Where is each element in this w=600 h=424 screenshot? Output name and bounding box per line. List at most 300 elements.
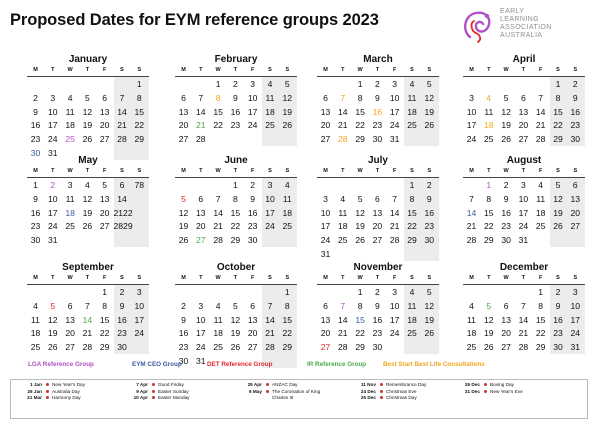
day-cell[interactable]: 2	[33, 92, 38, 103]
day-cell[interactable]: 2	[50, 180, 56, 190]
day-cell[interactable]: 10	[570, 300, 581, 311]
day-cell[interactable]: 28	[213, 235, 223, 246]
day-cell[interactable]: 7	[215, 193, 221, 204]
day-cell[interactable]: 13	[178, 106, 189, 117]
day-cell[interactable]: 26	[48, 342, 58, 353]
day-cell[interactable]: 3	[67, 180, 73, 190]
day-cell[interactable]: 16	[553, 314, 563, 325]
day-cell[interactable]: 19	[282, 106, 293, 117]
day-cell[interactable]: 8	[357, 300, 363, 311]
day-cell[interactable]: 23	[30, 221, 41, 232]
day-cell[interactable]: 15	[484, 207, 494, 218]
day-cell[interactable]: 7	[198, 92, 204, 103]
day-cell[interactable]: 11	[31, 314, 40, 325]
day-cell[interactable]: 8	[136, 92, 142, 103]
day-cell[interactable]: 1	[233, 180, 238, 190]
day-cell[interactable]: 18	[213, 328, 223, 339]
day-cell[interactable]: 11	[338, 207, 348, 218]
day-cell[interactable]: 6	[181, 92, 186, 103]
day-cell[interactable]: 2	[375, 287, 380, 297]
day-cell[interactable]: 20	[501, 328, 511, 339]
day-cell[interactable]: 10	[265, 193, 275, 204]
day-cell[interactable]: 5	[486, 300, 492, 311]
day-cell[interactable]: 25	[484, 134, 494, 145]
day-cell[interactable]: 25	[535, 221, 546, 232]
day-cell[interactable]: 7	[340, 92, 346, 103]
day-cell[interactable]: 1	[136, 79, 142, 89]
day-cell[interactable]: 14	[82, 314, 93, 325]
day-cell[interactable]: 26	[424, 328, 435, 339]
day-cell[interactable]: 3	[198, 300, 204, 311]
day-cell[interactable]: 20	[65, 328, 75, 339]
day-cell[interactable]: 20	[320, 120, 331, 131]
day-cell[interactable]: 14	[196, 106, 206, 117]
day-cell[interactable]: 27	[320, 134, 331, 145]
day-cell[interactable]: 17	[48, 120, 58, 131]
day-cell[interactable]: 3	[323, 193, 328, 204]
day-cell[interactable]: 9	[503, 193, 509, 204]
day-cell[interactable]: 15	[230, 207, 241, 218]
day-cell[interactable]: 10	[518, 193, 529, 204]
day-cell[interactable]: 22	[553, 120, 563, 131]
day-cell[interactable]: 31	[320, 249, 331, 259]
day-cell[interactable]: 11	[467, 314, 476, 325]
day-cell[interactable]: 31	[570, 342, 581, 353]
day-cell[interactable]: 23	[30, 134, 41, 145]
day-cell[interactable]: 14	[466, 207, 477, 218]
day-cell[interactable]: 10	[48, 193, 58, 204]
day-cell[interactable]: 1	[284, 287, 290, 297]
day-cell[interactable]: 14	[117, 193, 127, 204]
day-cell[interactable]: 28	[82, 342, 93, 353]
day-cell[interactable]: 17	[320, 221, 331, 232]
day-cell[interactable]: 13	[99, 106, 110, 117]
day-cell[interactable]: 15	[355, 106, 365, 117]
day-cell[interactable]: 4	[409, 287, 415, 297]
day-cell[interactable]: 28	[196, 134, 206, 145]
day-cell[interactable]: 4	[85, 180, 90, 190]
day-cell[interactable]: 20	[99, 207, 110, 218]
day-cell[interactable]: 8	[555, 92, 561, 103]
day-cell[interactable]: 13	[247, 314, 258, 325]
day-cell[interactable]: 12	[282, 92, 293, 103]
day-cell[interactable]: 13	[570, 193, 581, 204]
day-cell[interactable]: 29	[407, 235, 417, 246]
day-cell[interactable]: 1	[486, 180, 492, 190]
day-cell[interactable]: 12	[424, 300, 435, 311]
day-cell[interactable]: 15	[407, 207, 417, 218]
day-cell[interactable]: 11	[65, 193, 75, 204]
day-cell[interactable]: 17	[518, 207, 529, 218]
day-cell[interactable]: 9	[33, 106, 38, 117]
day-cell[interactable]: 14	[117, 106, 127, 117]
day-cell[interactable]: 25	[466, 342, 477, 353]
day-cell[interactable]: 11	[213, 314, 223, 325]
day-cell[interactable]: 1	[102, 287, 108, 297]
day-cell[interactable]: 16	[178, 328, 189, 339]
day-cell[interactable]: 21	[338, 120, 348, 131]
day-cell[interactable]: 14	[518, 314, 529, 325]
day-cell[interactable]: 23	[372, 328, 383, 339]
day-cell[interactable]: 11	[536, 193, 546, 204]
day-cell[interactable]: 7	[538, 92, 544, 103]
day-cell[interactable]: 10	[320, 207, 331, 218]
day-cell[interactable]: 5	[555, 180, 561, 190]
day-cell[interactable]: 24	[48, 221, 58, 232]
day-cell[interactable]: 13	[320, 106, 331, 117]
day-cell[interactable]: 18	[407, 314, 417, 325]
day-cell[interactable]: 11	[484, 106, 494, 117]
day-cell[interactable]: 25	[265, 120, 275, 131]
day-cell[interactable]: 4	[340, 193, 346, 204]
day-cell[interactable]: 22	[535, 328, 546, 339]
day-cell[interactable]: 2	[572, 79, 578, 89]
day-cell[interactable]: 28	[466, 235, 477, 246]
day-cell[interactable]: 22	[355, 120, 365, 131]
day-cell[interactable]: 14	[213, 207, 223, 218]
day-cell[interactable]: 18	[65, 207, 75, 218]
day-cell[interactable]: 6	[323, 92, 328, 103]
day-cell[interactable]: 5	[357, 193, 363, 204]
day-cell[interactable]: 27	[320, 342, 331, 353]
day-cell[interactable]: 5	[426, 287, 432, 297]
day-cell[interactable]: 12	[484, 314, 494, 325]
day-cell[interactable]: 4	[215, 300, 221, 311]
day-cell[interactable]: 8	[215, 92, 221, 103]
day-cell[interactable]: 3	[136, 287, 142, 297]
day-cell[interactable]: 13	[518, 106, 529, 117]
day-cell[interactable]: 2	[233, 79, 238, 89]
day-cell[interactable]: 23	[372, 120, 383, 131]
day-cell[interactable]: 16	[30, 120, 41, 131]
day-cell[interactable]: 22	[407, 221, 417, 232]
day-cell[interactable]: 23	[230, 120, 241, 131]
day-cell[interactable]: 2829	[113, 221, 133, 232]
day-cell[interactable]: 25	[213, 342, 223, 353]
day-cell[interactable]: 2	[119, 287, 125, 297]
day-cell[interactable]: 16	[372, 314, 383, 325]
day-cell[interactable]: 26	[424, 120, 435, 131]
day-cell[interactable]: 21	[82, 328, 93, 339]
day-cell[interactable]: 19	[424, 314, 435, 325]
day-cell[interactable]: 4	[284, 180, 290, 190]
day-cell[interactable]: 10	[389, 92, 400, 103]
day-cell[interactable]: 9	[119, 300, 125, 311]
day-cell[interactable]: 16	[570, 106, 581, 117]
day-cell[interactable]: 26	[355, 235, 365, 246]
day-cell[interactable]: 23	[501, 221, 511, 232]
day-cell[interactable]: 7	[521, 300, 526, 311]
day-cell[interactable]: 6	[198, 193, 204, 204]
day-cell[interactable]: 11	[65, 106, 75, 117]
day-cell[interactable]: 6	[250, 300, 256, 311]
day-cell[interactable]: 8	[486, 193, 492, 204]
day-cell[interactable]: 24	[518, 221, 529, 232]
day-cell[interactable]: 2	[426, 180, 432, 190]
day-cell[interactable]: 7	[267, 300, 273, 311]
day-cell[interactable]: 24	[466, 134, 477, 145]
day-cell[interactable]: 8	[538, 300, 544, 311]
day-cell[interactable]: 2	[250, 180, 256, 190]
day-cell[interactable]: 6	[102, 92, 108, 103]
day-cell[interactable]: 28	[117, 134, 127, 145]
day-cell[interactable]: 27	[247, 342, 258, 353]
day-cell[interactable]: 22	[484, 221, 494, 232]
day-cell[interactable]: 9	[572, 92, 578, 103]
day-cell[interactable]: 25	[65, 134, 75, 145]
day-cell[interactable]: 26	[501, 134, 511, 145]
day-cell[interactable]: 19	[355, 221, 365, 232]
day-cell[interactable]: 3	[572, 287, 578, 297]
day-cell[interactable]: 20	[372, 221, 383, 232]
day-cell[interactable]: 25	[65, 221, 75, 232]
day-cell[interactable]: 15	[355, 314, 365, 325]
day-cell[interactable]: 17	[389, 106, 400, 117]
day-cell[interactable]: 7	[469, 193, 474, 204]
day-cell[interactable]: 21	[518, 328, 529, 339]
day-cell[interactable]: 18	[466, 328, 477, 339]
day-cell[interactable]: 27	[501, 342, 511, 353]
day-cell[interactable]: 1	[409, 180, 415, 190]
day-cell[interactable]: 24	[389, 120, 400, 131]
day-cell[interactable]: 26	[484, 342, 494, 353]
day-cell[interactable]: 28	[518, 342, 529, 353]
day-cell[interactable]: 7	[85, 300, 90, 311]
day-cell[interactable]: 27	[372, 235, 383, 246]
day-cell[interactable]: 24	[247, 120, 258, 131]
day-cell[interactable]: 20	[570, 207, 581, 218]
day-cell[interactable]: 18	[338, 221, 348, 232]
day-cell[interactable]: 22	[99, 328, 110, 339]
day-cell[interactable]: 5	[50, 300, 56, 311]
day-cell[interactable]: 12	[178, 207, 189, 218]
day-cell[interactable]: 30	[30, 235, 41, 246]
day-cell[interactable]: 22	[355, 328, 365, 339]
day-cell[interactable]: 15	[134, 106, 145, 117]
day-cell[interactable]: 19	[48, 328, 58, 339]
day-cell[interactable]: 19	[484, 328, 494, 339]
day-cell[interactable]: 19	[82, 207, 93, 218]
day-cell[interactable]: 9	[375, 300, 380, 311]
day-cell[interactable]: 10	[48, 106, 58, 117]
day-cell[interactable]: 15	[553, 106, 563, 117]
day-cell[interactable]: 24	[134, 328, 145, 339]
day-cell[interactable]: 6	[521, 92, 526, 103]
day-cell[interactable]: 6	[572, 180, 578, 190]
day-cell[interactable]: 29	[230, 235, 241, 246]
day-cell[interactable]: 1	[555, 79, 561, 89]
day-cell[interactable]: 31	[196, 356, 206, 366]
day-cell[interactable]: 31	[389, 134, 400, 145]
day-cell[interactable]: 24	[570, 328, 581, 339]
day-cell[interactable]: 20	[99, 120, 110, 131]
day-cell[interactable]: 1	[357, 287, 363, 297]
day-cell[interactable]: 3	[250, 79, 256, 89]
day-cell[interactable]: 4	[486, 92, 492, 103]
day-cell[interactable]: 7	[119, 92, 125, 103]
day-cell[interactable]: 28	[338, 342, 348, 353]
day-cell[interactable]: 12	[553, 193, 563, 204]
day-cell[interactable]: 7	[340, 300, 346, 311]
day-cell[interactable]: 9	[555, 300, 561, 311]
day-cell[interactable]: 17	[466, 120, 477, 131]
day-cell[interactable]: 1	[357, 79, 363, 89]
day-cell[interactable]: 11	[407, 92, 417, 103]
day-cell[interactable]: 18	[535, 207, 546, 218]
day-cell[interactable]: 18	[484, 120, 494, 131]
day-cell[interactable]: 27	[196, 235, 206, 246]
day-cell[interactable]: 18	[30, 328, 41, 339]
day-cell[interactable]: 31	[48, 148, 58, 158]
day-cell[interactable]: 21	[265, 328, 275, 339]
day-cell[interactable]: 31	[48, 235, 58, 246]
day-cell[interactable]: 4	[267, 79, 273, 89]
day-cell[interactable]: 18	[65, 120, 75, 131]
day-cell[interactable]: 13	[99, 193, 110, 204]
day-cell[interactable]: 17	[389, 314, 400, 325]
day-cell[interactable]: 25	[407, 328, 417, 339]
day-cell[interactable]: 5	[233, 300, 238, 311]
day-cell[interactable]: 18	[265, 106, 275, 117]
day-cell[interactable]: 9	[33, 193, 38, 204]
day-cell[interactable]: 2	[503, 180, 509, 190]
day-cell[interactable]: 11	[407, 300, 417, 311]
day-cell[interactable]: 2	[181, 300, 186, 311]
day-cell[interactable]: 26	[82, 134, 93, 145]
day-cell[interactable]: 10	[196, 314, 206, 325]
day-cell[interactable]: 12	[48, 314, 58, 325]
day-cell[interactable]: 8	[233, 193, 238, 204]
day-cell[interactable]: 4	[538, 180, 544, 190]
day-cell[interactable]: 23	[553, 328, 563, 339]
day-cell[interactable]: 25	[407, 120, 417, 131]
day-cell[interactable]: 14	[535, 106, 546, 117]
day-cell[interactable]: 21	[213, 221, 223, 232]
day-cell[interactable]: 3	[267, 180, 273, 190]
day-cell[interactable]: 21	[389, 221, 400, 232]
day-cell[interactable]: 30	[372, 134, 383, 145]
day-cell[interactable]: 19	[553, 207, 563, 218]
day-cell[interactable]: 5	[85, 92, 90, 103]
day-cell[interactable]: 13	[372, 207, 383, 218]
day-cell[interactable]: 17	[570, 314, 581, 325]
day-cell[interactable]: 30	[30, 148, 41, 158]
day-cell[interactable]: 29	[99, 342, 110, 353]
day-cell[interactable]: 9	[233, 92, 238, 103]
day-cell[interactable]: 13	[65, 314, 75, 325]
day-cell[interactable]: 30	[247, 235, 258, 246]
day-cell[interactable]: 28	[535, 134, 546, 145]
day-cell[interactable]: 29	[282, 342, 293, 353]
day-cell[interactable]: 16	[372, 106, 383, 117]
day-cell[interactable]: 29	[484, 235, 494, 246]
day-cell[interactable]: 16	[117, 314, 127, 325]
day-cell[interactable]: 17	[247, 106, 258, 117]
day-cell[interactable]: 5	[181, 193, 186, 204]
day-cell[interactable]: 23	[117, 328, 127, 339]
day-cell[interactable]: 4	[469, 300, 474, 311]
day-cell[interactable]: 16	[501, 207, 511, 218]
day-cell[interactable]: 15	[213, 106, 223, 117]
day-cell[interactable]: 26	[282, 120, 293, 131]
day-cell[interactable]: 5	[284, 79, 290, 89]
day-cell[interactable]: 27	[99, 221, 110, 232]
day-cell[interactable]: 12	[230, 314, 241, 325]
day-cell[interactable]: 29	[134, 134, 145, 145]
day-cell[interactable]: 6	[323, 300, 328, 311]
day-cell[interactable]: 24	[48, 134, 58, 145]
day-cell[interactable]: 8	[102, 300, 108, 311]
day-cell[interactable]: 25	[338, 235, 348, 246]
day-cell[interactable]: 15	[99, 314, 110, 325]
day-cell[interactable]: 17	[265, 207, 275, 218]
day-cell[interactable]: 3	[50, 92, 56, 103]
day-cell[interactable]: 28	[265, 342, 275, 353]
day-cell[interactable]: 18	[407, 106, 417, 117]
day-cell[interactable]: 12	[355, 207, 365, 218]
day-cell[interactable]: 11	[282, 193, 292, 204]
day-cell[interactable]: 1	[215, 79, 221, 89]
day-cell[interactable]: 24	[320, 235, 331, 246]
day-cell[interactable]: 2	[555, 287, 561, 297]
day-cell[interactable]: 21	[466, 221, 477, 232]
day-cell[interactable]: 23	[247, 221, 258, 232]
day-cell[interactable]: 2	[375, 79, 380, 89]
day-cell[interactable]: 21	[338, 328, 348, 339]
day-cell[interactable]: 22	[134, 120, 145, 131]
day-cell[interactable]: 27	[178, 134, 189, 145]
day-cell[interactable]: 3	[392, 287, 398, 297]
day-cell[interactable]: 78	[134, 180, 145, 190]
day-cell[interactable]: 14	[265, 314, 275, 325]
day-cell[interactable]: 29	[535, 342, 546, 353]
day-cell[interactable]: 10	[247, 92, 258, 103]
day-cell[interactable]: 17	[196, 328, 206, 339]
day-cell[interactable]: 3	[469, 92, 474, 103]
day-cell[interactable]: 29	[355, 342, 365, 353]
day-cell[interactable]: 8	[284, 300, 290, 311]
day-cell[interactable]: 14	[389, 207, 400, 218]
day-cell[interactable]: 30	[424, 235, 435, 246]
day-cell[interactable]: 13	[501, 314, 511, 325]
day-cell[interactable]: 27	[570, 221, 581, 232]
day-cell[interactable]: 6	[503, 300, 509, 311]
day-cell[interactable]: 23	[424, 221, 435, 232]
day-cell[interactable]: 15	[535, 314, 546, 325]
day-cell[interactable]: 25	[282, 221, 293, 232]
day-cell[interactable]: 24	[265, 221, 275, 232]
day-cell[interactable]: 17	[134, 314, 145, 325]
day-cell[interactable]: 18	[282, 207, 293, 218]
day-cell[interactable]: 22	[230, 221, 241, 232]
day-cell[interactable]: 4	[67, 92, 73, 103]
day-cell[interactable]: 30	[117, 342, 127, 353]
day-cell[interactable]: 9	[181, 314, 186, 325]
day-cell[interactable]: 9	[250, 193, 256, 204]
day-cell[interactable]: 19	[178, 221, 189, 232]
day-cell[interactable]: 30	[178, 356, 189, 366]
day-cell[interactable]: 14	[338, 106, 348, 117]
day-cell[interactable]: 20	[178, 120, 189, 131]
day-cell[interactable]: 8	[409, 193, 415, 204]
day-cell[interactable]: 3	[392, 79, 398, 89]
day-cell[interactable]: 9	[426, 193, 432, 204]
day-cell[interactable]: 21	[535, 120, 546, 131]
day-cell[interactable]: 11	[265, 92, 275, 103]
day-cell[interactable]: 12	[501, 106, 511, 117]
day-cell[interactable]: 30	[570, 134, 581, 145]
day-cell[interactable]: 19	[82, 120, 93, 131]
